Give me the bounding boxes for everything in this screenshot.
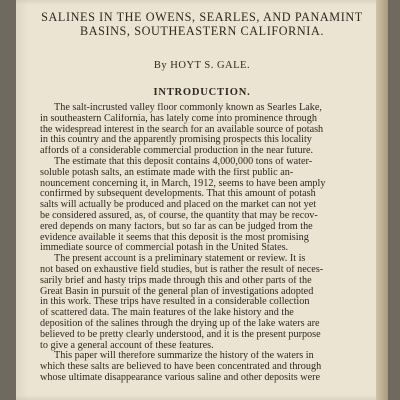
body-text [40, 103, 364, 384]
text-line: sarily brief and hasty trips made through this and other parts of the [40, 275, 312, 286]
text-line: of scattered data. The main features of the lake history and the [40, 308, 294, 319]
text-line: the widespread interest in the search for an available source of potash [40, 124, 324, 135]
text-line: in this country and the apparently promising prospects this locality [40, 135, 312, 146]
text-line: ered depends on many factors, but so far as can be judged from the [40, 221, 313, 232]
text-line: in southeastern California, has lately come into prominence through [40, 113, 317, 124]
text-line: immediate source of commercial potash in the United States. [40, 243, 289, 254]
text-line: to give a general account of these features. [40, 340, 214, 351]
text-line: affords of a considerable commercial production in the near future. [40, 146, 314, 157]
text-line: The salt-incrusted valley floor commonly known as Searles Lake, [54, 103, 322, 113]
section-heading: INTRODUCTION. [153, 87, 251, 98]
text-line: This paper will therefore summarize the history of the waters in [54, 351, 314, 362]
author-byline: By HOYT S. GALE. [153, 60, 251, 71]
document-page [16, 0, 388, 400]
text-line: The estimate that this deposit contains 4,000,000 tons of water- [54, 156, 313, 167]
page-edge [376, 0, 388, 400]
title-line-2: BASINS, SOUTHEASTERN CALIFORNIA. [79, 24, 324, 38]
text-line: confirmed by subsequent developments. That this amount of potash [40, 189, 316, 200]
text-line: not based on exhaustive field studies, but is rather the result of neces- [40, 264, 324, 275]
text-line: whose ultimate disappearance various saline and other deposits were [40, 372, 321, 383]
text-line: nouncement concerning it, in March, 1912, seems to have been amply [40, 178, 326, 189]
text-line: believed to be pretty clearly understood, and it is the present purpose [40, 329, 321, 340]
text-line: salts will actually be produced and placed on the market can not yet [40, 200, 317, 211]
text-line: which these salts are believed to have been concentrated and through [40, 362, 322, 373]
text-line: deposition of the salines through the drying up of the lake waters are [40, 318, 320, 329]
text-line: evidence available it seems that this deposit is the most promising [40, 232, 309, 243]
text-line: in this work. These trips have resulted in a considerable collection [40, 297, 310, 308]
text-line: The present account is a preliminary statement or review. It is [54, 254, 306, 265]
text-line: soluble potash salts, an estimate made with the first public an- [40, 167, 294, 178]
title-line-1: SALINES IN THE OWENS, SEARLES, AND PANAMINT [41, 10, 363, 24]
text-line: Great Basin in pursuit of the general plan of investigations adopted [40, 286, 314, 297]
text-line: be considered assured, as, of course, the quantity that may be recov- [40, 210, 318, 221]
